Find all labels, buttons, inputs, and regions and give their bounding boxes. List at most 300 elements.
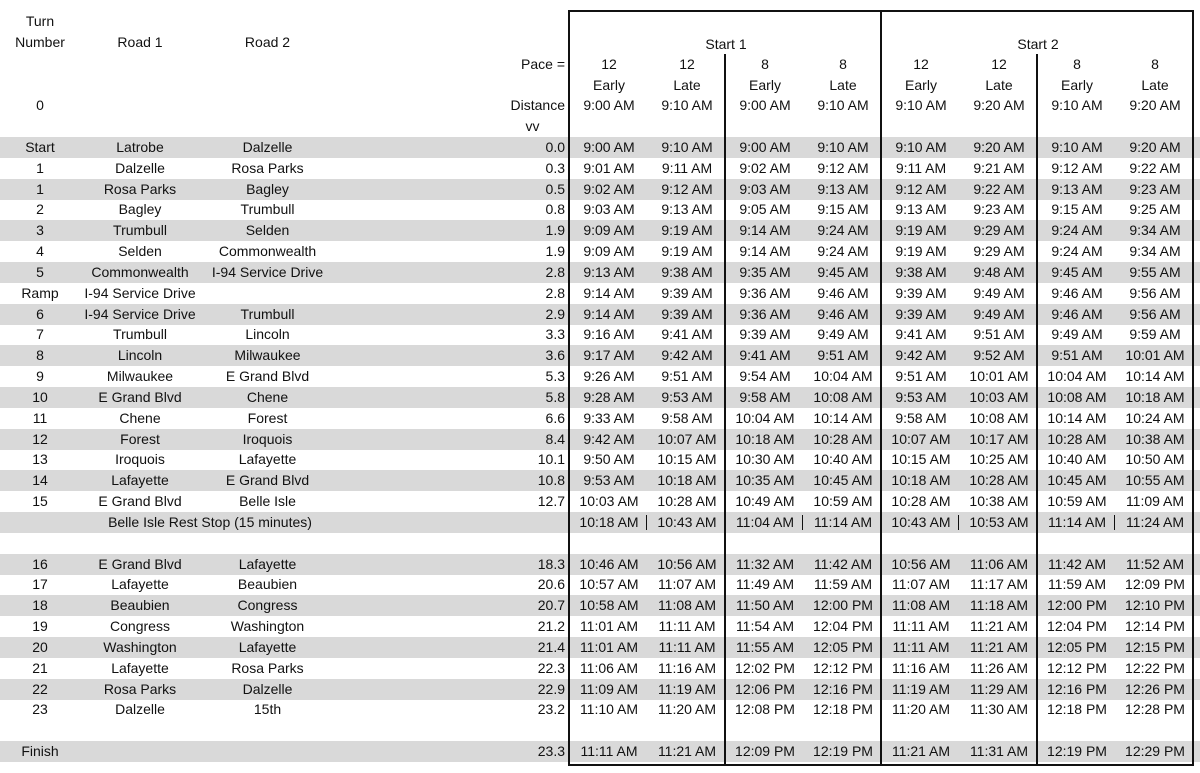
time-cell: 9:54 AM	[739, 368, 791, 385]
box-right-border	[1192, 10, 1194, 766]
time-cell: 10:40 AM	[813, 451, 873, 468]
time-cell: 9:39 AM	[661, 305, 713, 322]
time-cell: 12:02 PM	[735, 659, 795, 676]
road1-cell: Forest	[120, 430, 160, 447]
time-cell: 9:29 AM	[973, 243, 1025, 260]
time-cell: 9:39 AM	[739, 326, 791, 343]
time-cell: 10:18 AM	[657, 472, 717, 489]
time-cell: 9:51 AM	[817, 347, 869, 364]
time-cell: 9:13 AM	[817, 180, 869, 197]
road1-cell: E Grand Blvd	[98, 388, 182, 405]
time-cell: 9:16 AM	[583, 326, 635, 343]
table-row	[0, 408, 1200, 429]
time-cell: 9:51 AM	[973, 326, 1025, 343]
road1-cell: Lafayette	[111, 576, 169, 593]
road2-cell: Iroquois	[242, 430, 293, 447]
time-cell: 11:06 AM	[969, 555, 1029, 572]
rest-stop-time-cell: 10:53 AM	[969, 513, 1029, 530]
distance-cell: 0.3	[545, 159, 565, 176]
time-cell: 9:24 AM	[817, 243, 869, 260]
time-cell: 12:15 PM	[1125, 638, 1185, 655]
table-row	[0, 199, 1200, 220]
table-row	[0, 679, 1200, 700]
time-cell: 9:33 AM	[583, 409, 635, 426]
turn-number-cell: 4	[36, 243, 44, 260]
road1-cell: Commonwealth	[91, 263, 189, 280]
road2-cell: 15th	[253, 701, 282, 718]
time-cell: 12:08 PM	[735, 701, 795, 718]
road2-cell: Beaubien	[237, 576, 298, 593]
table-row	[0, 554, 1200, 575]
time-cell: 9:35 AM	[739, 263, 791, 280]
time-cell: 10:07 AM	[657, 430, 717, 447]
time-cell: 9:19 AM	[661, 243, 713, 260]
finish-time-cell: 12:19 PM	[813, 743, 873, 760]
header-start-time-6: 9:10 AM	[1051, 97, 1103, 113]
time-cell: 9:49 AM	[973, 284, 1025, 301]
time-cell: 10:08 AM	[969, 409, 1029, 426]
header-group-2: Early	[749, 77, 781, 93]
road1-cell: Beaubien	[110, 597, 170, 614]
time-cell: 10:07 AM	[891, 430, 951, 447]
time-cell: 12:04 PM	[1047, 618, 1107, 635]
time-cell: 9:09 AM	[583, 243, 635, 260]
time-cell: 9:24 AM	[817, 222, 869, 239]
finish-time-cell: 11:11 AM	[580, 743, 638, 760]
table-row	[0, 158, 1200, 179]
time-cell: 10:57 AM	[579, 576, 639, 593]
road2-cell: Lincoln	[245, 326, 290, 343]
road1-cell: Washington	[103, 638, 177, 655]
time-cell: 9:48 AM	[973, 263, 1025, 280]
table-row	[0, 220, 1200, 241]
header-pace-0: 12	[601, 56, 617, 72]
distance-cell: 23.2	[537, 701, 565, 718]
time-cell: 10:46 AM	[579, 555, 639, 572]
time-cell: 9:12 AM	[661, 180, 713, 197]
time-cell: 10:38 AM	[969, 493, 1029, 510]
time-cell: 9:49 AM	[1051, 326, 1103, 343]
time-cell: 9:34 AM	[1129, 222, 1181, 239]
time-cell: 11:32 AM	[735, 555, 795, 572]
time-cell: 9:02 AM	[583, 180, 635, 197]
header-group-0: Early	[593, 77, 625, 93]
table-row	[0, 595, 1200, 616]
time-cell: 9:56 AM	[1129, 305, 1181, 322]
header-start-time-5: 9:20 AM	[973, 97, 1025, 113]
time-cell: 9:53 AM	[895, 388, 947, 405]
road2-cell: Forest	[247, 409, 288, 426]
time-cell: 9:58 AM	[661, 409, 713, 426]
time-cell: 9:14 AM	[583, 305, 635, 322]
time-cell: 10:28 AM	[813, 430, 873, 447]
start-divider	[880, 10, 882, 766]
road1-cell: Iroquois	[115, 451, 165, 468]
road2-cell: Milwaukee	[234, 347, 301, 364]
time-cell: 10:55 AM	[1125, 472, 1185, 489]
time-cell: 10:58 AM	[579, 597, 639, 614]
time-cell: 10:15 AM	[891, 451, 951, 468]
distance-cell: 3.3	[545, 326, 565, 343]
time-cell: 9:03 AM	[739, 180, 791, 197]
time-cell: 9:05 AM	[739, 201, 791, 218]
time-cell: 9:52 AM	[973, 347, 1025, 364]
time-cell: 10:35 AM	[735, 472, 795, 489]
distance-cell: 1.9	[545, 243, 565, 260]
time-cell: 10:08 AM	[1047, 388, 1107, 405]
time-cell: 11:07 AM	[657, 576, 717, 593]
road2-cell: Congress	[237, 597, 298, 614]
time-cell: 11:18 AM	[969, 597, 1029, 614]
turn-number-cell: 8	[36, 347, 44, 364]
time-cell: 9:26 AM	[583, 368, 635, 385]
time-cell: 12:12 PM	[813, 659, 873, 676]
time-cell: 9:03 AM	[583, 201, 635, 218]
road1-cell: Lafayette	[111, 472, 169, 489]
road1-cell: I-94 Service Drive	[84, 305, 196, 322]
distance-cell: 20.7	[537, 597, 565, 614]
time-cell: 12:04 PM	[813, 618, 873, 635]
finish-label: Finish	[21, 743, 59, 760]
road1-header: Road 1	[117, 34, 163, 50]
time-cell: 10:28 AM	[657, 493, 717, 510]
rest-stop-separator	[802, 515, 803, 530]
rest-stop-time-cell: 10:18 AM	[579, 513, 639, 530]
distance-cell: 0.0	[545, 139, 565, 155]
time-cell: 9:56 AM	[1129, 284, 1181, 301]
distance-cell: 21.2	[537, 618, 565, 635]
time-cell: 9:42 AM	[895, 347, 947, 364]
turn-number-cell: 7	[36, 326, 44, 343]
table-row	[0, 283, 1200, 304]
table-row	[0, 429, 1200, 450]
road2-cell: Washington	[230, 618, 305, 635]
time-cell: 9:28 AM	[583, 388, 635, 405]
time-cell: 11:08 AM	[657, 597, 717, 614]
time-cell: 9:23 AM	[1129, 180, 1181, 197]
table-row	[0, 637, 1200, 658]
time-cell: 9:13 AM	[1051, 180, 1103, 197]
time-cell: 10:30 AM	[735, 451, 795, 468]
distance-cell: 18.3	[537, 555, 565, 572]
road2-header: Road 2	[244, 34, 291, 50]
road2-cell: Dalzelle	[242, 680, 293, 697]
time-cell: 9:10 AM	[1051, 139, 1103, 155]
table-row	[0, 345, 1200, 366]
finish-distance-cell: 23.3	[537, 743, 565, 760]
header-start-time-3: 9:10 AM	[817, 97, 869, 113]
road1-cell: Selden	[118, 243, 162, 260]
road2-cell: Rosa Parks	[231, 659, 304, 676]
time-cell: 12:16 PM	[1047, 680, 1107, 697]
road1-cell: Lincoln	[117, 347, 163, 364]
road1-cell: Milwaukee	[106, 368, 174, 385]
finish-row	[0, 741, 1200, 762]
time-cell: 9:29 AM	[973, 222, 1025, 239]
time-cell: 9:10 AM	[661, 139, 713, 155]
turn-number-cell: 13	[32, 451, 48, 468]
rest-stop-row	[0, 512, 1200, 533]
time-cell: 9:21 AM	[973, 159, 1025, 176]
time-cell: 10:56 AM	[891, 555, 951, 572]
time-cell: 10:59 AM	[1047, 493, 1107, 510]
time-cell: 12:28 PM	[1125, 701, 1185, 718]
header-pace-5: 12	[991, 56, 1007, 72]
road2-cell: Chene	[246, 388, 289, 405]
time-cell: 12:05 PM	[1047, 638, 1107, 655]
time-cell: 11:49 AM	[735, 576, 795, 593]
time-cell: 10:56 AM	[657, 555, 717, 572]
time-cell: 12:14 PM	[1125, 618, 1185, 635]
time-cell: 11:16 AM	[891, 659, 951, 676]
time-cell: 10:17 AM	[969, 430, 1029, 447]
time-cell: 10:04 AM	[813, 368, 873, 385]
time-cell: 11:21 AM	[969, 638, 1029, 655]
finish-time-cell: 11:21 AM	[657, 743, 717, 760]
time-cell: 9:17 AM	[583, 347, 635, 364]
header-pace-7: 8	[1151, 56, 1159, 72]
time-cell: 9:15 AM	[1051, 201, 1103, 218]
distance-cell: 2.8	[545, 284, 565, 301]
time-cell: 9:38 AM	[895, 263, 947, 280]
distance-cell: 22.9	[537, 680, 565, 697]
distance-cell: 0.8	[545, 201, 565, 218]
time-cell: 12:06 PM	[735, 680, 795, 697]
finish-time-cell: 12:09 PM	[735, 743, 795, 760]
time-cell: 12:22 PM	[1125, 659, 1185, 676]
time-cell: 11:42 AM	[1047, 555, 1107, 572]
header-pace-1: 12	[679, 56, 695, 72]
road1-cell: E Grand Blvd	[98, 555, 182, 572]
time-cell: 9:36 AM	[739, 305, 791, 322]
distance-cell: 2.9	[545, 305, 565, 322]
time-cell: 9:41 AM	[895, 326, 947, 343]
time-cell: 11:59 AM	[813, 576, 873, 593]
time-cell: 9:46 AM	[1051, 305, 1103, 322]
turn-number-cell: 15	[32, 493, 48, 510]
finish-time-cell: 12:29 PM	[1125, 743, 1185, 760]
time-cell: 9:12 AM	[817, 159, 869, 176]
table-row	[0, 137, 1200, 158]
time-cell: 10:25 AM	[969, 451, 1029, 468]
table-row	[0, 387, 1200, 408]
time-cell: 10:49 AM	[735, 493, 795, 510]
time-cell: 9:14 AM	[583, 284, 635, 301]
time-cell: 9:39 AM	[661, 284, 713, 301]
header-start-time-0: 9:00 AM	[583, 97, 635, 113]
time-cell: 9:24 AM	[1051, 243, 1103, 260]
time-cell: 9:19 AM	[661, 222, 713, 239]
time-cell: 9:13 AM	[661, 201, 713, 218]
time-cell: 10:03 AM	[579, 493, 639, 510]
time-cell: 11:09 AM	[579, 680, 639, 697]
time-cell: 10:04 AM	[1047, 368, 1107, 385]
time-cell: 12:00 PM	[813, 597, 873, 614]
road2-cell: E Grand Blvd	[225, 368, 310, 385]
turn-number-cell: 6	[36, 305, 44, 322]
time-cell: 9:02 AM	[739, 159, 791, 176]
table-row	[0, 449, 1200, 470]
distance-cell: 1.9	[545, 222, 565, 239]
time-cell: 10:15 AM	[657, 451, 717, 468]
time-cell: 11:21 AM	[969, 618, 1029, 635]
header-pace-3: 8	[839, 56, 847, 72]
road2-cell: Lafayette	[238, 638, 297, 655]
header-group-1: Late	[673, 77, 701, 93]
road1-cell: Trumbull	[113, 222, 167, 239]
time-cell: 9:53 AM	[661, 388, 713, 405]
time-cell: 11:08 AM	[891, 597, 951, 614]
time-cell: 9:53 AM	[583, 472, 635, 489]
time-cell: 9:11 AM	[895, 159, 947, 176]
header-group-4: Early	[905, 77, 937, 93]
time-cell: 10:40 AM	[1047, 451, 1107, 468]
time-cell: 9:00 AM	[583, 139, 635, 155]
turn-number-cell: 18	[32, 597, 48, 614]
turn-number-cell: 2	[36, 201, 44, 218]
road2-cell: E Grand Blvd	[225, 472, 310, 489]
table-row	[0, 324, 1200, 345]
turn-number-cell: 17	[32, 576, 48, 593]
time-cell: 11:30 AM	[969, 701, 1029, 718]
time-cell: 9:12 AM	[1051, 159, 1103, 176]
table-row	[0, 470, 1200, 491]
time-cell: 9:19 AM	[895, 243, 947, 260]
time-cell: 11:20 AM	[657, 701, 717, 718]
time-cell: 11:17 AM	[969, 576, 1029, 593]
time-cell: 9:51 AM	[1051, 347, 1103, 364]
rest-stop-label: Belle Isle Rest Stop (15 minutes)	[108, 513, 312, 530]
turn-number-cell: 20	[32, 638, 48, 655]
time-cell: 9:10 AM	[895, 139, 947, 155]
turn-number-cell: 12	[32, 430, 48, 447]
time-cell: 10:14 AM	[1125, 368, 1185, 385]
road1-cell: Congress	[110, 618, 170, 635]
time-cell: 12:00 PM	[1047, 597, 1107, 614]
time-cell: 9:39 AM	[895, 284, 947, 301]
pace-divider-start2	[1036, 54, 1038, 766]
finish-time-cell: 11:31 AM	[969, 743, 1029, 760]
turn-number-cell: 14	[32, 472, 48, 489]
header-group-3: Late	[829, 77, 857, 93]
time-cell: 9:14 AM	[739, 222, 791, 239]
time-cell: 10:45 AM	[813, 472, 873, 489]
time-cell: 9:11 AM	[661, 159, 713, 176]
time-cell: 11:29 AM	[969, 680, 1029, 697]
time-cell: 9:49 AM	[817, 326, 869, 343]
time-cell: 9:13 AM	[583, 263, 635, 280]
time-cell: 12:26 PM	[1125, 680, 1185, 697]
turn-number-cell: 1	[36, 180, 44, 197]
time-cell: 10:24 AM	[1125, 409, 1185, 426]
time-cell: 9:46 AM	[1051, 284, 1103, 301]
time-cell: 10:28 AM	[1047, 430, 1107, 447]
time-cell: 11:54 AM	[735, 618, 795, 635]
distance-cell: 10.8	[537, 472, 565, 489]
time-cell: 9:22 AM	[1129, 159, 1181, 176]
turn-number-cell: 11	[32, 409, 48, 426]
road1-cell: E Grand Blvd	[98, 493, 182, 510]
turn-number-cell: 1	[36, 159, 44, 176]
distance-cell: 0.5	[545, 180, 565, 197]
time-cell: 9:23 AM	[973, 201, 1025, 218]
distance-cell: 22.3	[537, 659, 565, 676]
time-cell: 9:41 AM	[661, 326, 713, 343]
time-cell: 10:01 AM	[969, 368, 1029, 385]
time-cell: 9:01 AM	[583, 159, 635, 176]
road2-cell: Rosa Parks	[231, 159, 304, 176]
header-group-7: Late	[1141, 77, 1169, 93]
time-cell: 9:20 AM	[973, 139, 1025, 155]
header-pace-6: 8	[1073, 56, 1081, 72]
distance-cell: 3.6	[545, 347, 565, 364]
time-cell: 10:45 AM	[1047, 472, 1107, 489]
time-cell: 10:59 AM	[813, 493, 873, 510]
time-cell: 12:18 PM	[813, 701, 873, 718]
time-cell: 9:19 AM	[895, 222, 947, 239]
road2-cell: Trumbull	[240, 201, 295, 218]
time-cell: 9:41 AM	[739, 347, 791, 364]
road2-cell: Belle Isle	[239, 493, 296, 510]
road2-cell: Dalzelle	[242, 139, 293, 155]
time-cell: 11:19 AM	[891, 680, 951, 697]
table-row	[0, 616, 1200, 637]
time-cell: 10:38 AM	[1125, 430, 1185, 447]
road1-cell: Bagley	[118, 201, 162, 218]
finish-time-cell: 12:19 PM	[1047, 743, 1107, 760]
road1-cell: Rosa Parks	[103, 180, 177, 197]
time-cell: 11:06 AM	[579, 659, 639, 676]
table-row	[0, 658, 1200, 679]
time-cell: 9:59 AM	[1129, 326, 1181, 343]
time-cell: 10:04 AM	[735, 409, 795, 426]
road2-cell: Commonwealth	[218, 243, 317, 260]
pace-label: Pace =	[521, 56, 565, 72]
time-cell: 10:08 AM	[813, 388, 873, 405]
time-cell: 12:05 PM	[813, 638, 873, 655]
time-cell: 10:18 AM	[1125, 388, 1185, 405]
distance-cell: 5.8	[545, 388, 565, 405]
time-cell: 9:42 AM	[583, 430, 635, 447]
distance-cell: 6.6	[545, 409, 565, 426]
time-cell: 9:42 AM	[661, 347, 713, 364]
table-row	[0, 179, 1200, 200]
table-row	[0, 262, 1200, 283]
turn-number-cell: 21	[32, 659, 48, 676]
road1-cell: Rosa Parks	[103, 680, 177, 697]
turn-number-cell: 16	[32, 555, 48, 572]
time-cell: 11:50 AM	[735, 597, 795, 614]
time-cell: 10:14 AM	[813, 409, 873, 426]
time-cell: 9:10 AM	[817, 139, 869, 155]
time-cell: 10:01 AM	[1125, 347, 1185, 364]
time-cell: 12:10 PM	[1125, 597, 1185, 614]
time-cell: 11:10 AM	[579, 701, 639, 718]
rest-stop-time-cell: 10:43 AM	[657, 513, 717, 530]
turn-number-cell: Start	[25, 139, 55, 155]
turn-number-cell: 5	[36, 263, 44, 280]
rest-stop-time-cell: 11:04 AM	[735, 513, 795, 530]
time-cell: 10:18 AM	[891, 472, 951, 489]
rest-stop-time-cell: 10:43 AM	[891, 513, 951, 530]
time-cell: 9:38 AM	[661, 263, 713, 280]
road1-cell: Chene	[119, 409, 161, 426]
time-cell: 11:26 AM	[969, 659, 1029, 676]
table-row	[0, 574, 1200, 595]
time-cell: 9:50 AM	[583, 451, 635, 468]
box-left-border	[568, 10, 570, 766]
time-cell: 9:58 AM	[739, 388, 791, 405]
